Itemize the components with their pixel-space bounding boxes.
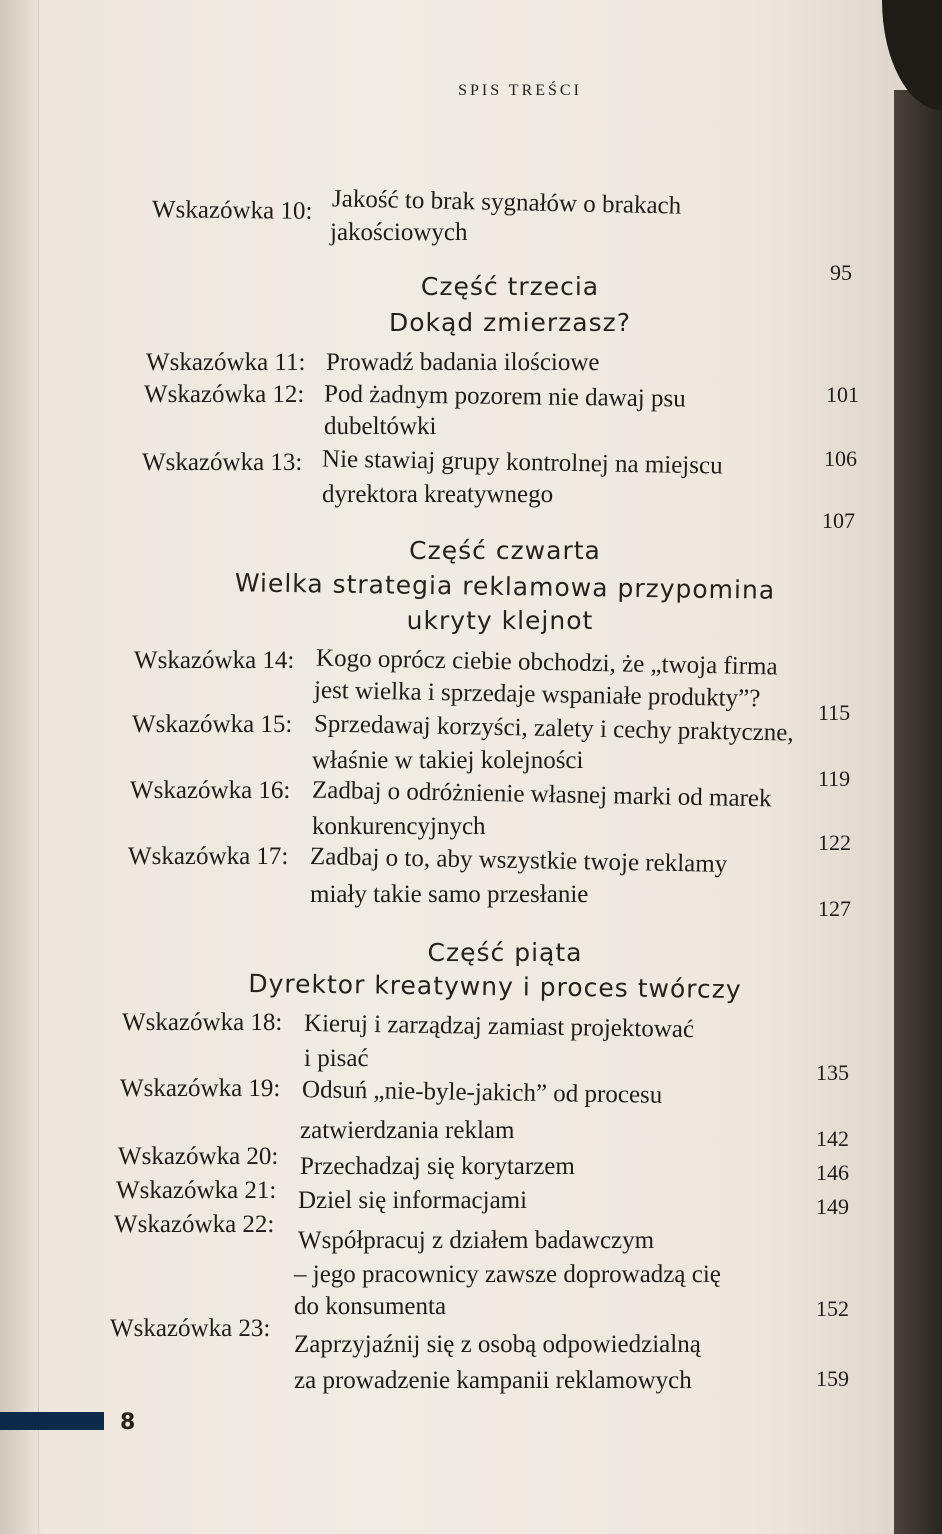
entry-title-line2: dubeltówki bbox=[324, 413, 437, 440]
entry-label: Wskazówka 14: bbox=[134, 647, 295, 674]
entry-page: 101 bbox=[826, 382, 859, 407]
entry-title-line2: jest wielka i sprzedaje wspaniałe produkty”? bbox=[313, 676, 761, 713]
part-title: Część trzecia bbox=[420, 272, 600, 301]
footer-bar bbox=[0, 1412, 104, 1430]
entry-label: Wskazówka 16: bbox=[130, 777, 291, 804]
entry-title-line1: Nie stawiaj grupy kontrolnej na miejscu bbox=[321, 445, 723, 480]
entry-title-line2: konkurencyjnych bbox=[312, 813, 486, 840]
entry-title-line1: Zadbaj o odróżnienie własnej marki od marek bbox=[311, 776, 772, 813]
part-subtitle-line2: ukryty klejnot bbox=[406, 606, 594, 635]
page-stack-edge bbox=[0, 0, 39, 1534]
entry-label: Wskazówka 19: bbox=[120, 1075, 281, 1102]
entry-label: Wskazówka 22: bbox=[114, 1211, 275, 1238]
page-number: 8 bbox=[120, 1410, 136, 1435]
entry-label: Wskazówka 10: bbox=[151, 196, 313, 225]
part-subtitle: Dyrektor kreatywny i proces twórczy bbox=[248, 968, 742, 1005]
entry-page: 152 bbox=[816, 1296, 849, 1321]
entry-page: 159 bbox=[816, 1366, 849, 1391]
part-title: Część czwarta bbox=[409, 536, 601, 565]
entry-label: Wskazówka 18: bbox=[122, 1009, 283, 1036]
entry-title-line1: Sprzedawaj korzyści, zalety i cechy praktyczne, bbox=[313, 710, 794, 747]
entry-page: 107 bbox=[822, 508, 855, 533]
entry-title-line1: Odsuń „nie-byle-jakich” od procesu bbox=[301, 1076, 663, 1109]
part-title: Część piąta bbox=[427, 938, 583, 967]
entry-page: 149 bbox=[816, 1194, 849, 1219]
entry-page: 135 bbox=[816, 1060, 849, 1085]
entry-title-line1: Kogo oprócz ciebie obchodzi, że „twoja firma bbox=[315, 644, 778, 681]
entry-page: 122 bbox=[818, 830, 851, 855]
entry-page: 146 bbox=[816, 1160, 849, 1185]
entry-title-line2: i pisać bbox=[304, 1045, 369, 1072]
entry-title-line1: Jakość to brak sygnałów o brakach bbox=[331, 185, 682, 220]
entry-title-line1: Prowadź badania ilościowe bbox=[326, 349, 600, 376]
part-subtitle: Wielka strategia reklamowa przypomina bbox=[234, 568, 776, 605]
entry-label: Wskazówka 21: bbox=[116, 1177, 277, 1204]
entry-title-line3: do konsumenta bbox=[294, 1293, 447, 1320]
entry-title-line1: Kieruj i zarządzaj zamiast projektować bbox=[303, 1009, 695, 1044]
entry-label: Wskazówka 13: bbox=[142, 449, 303, 476]
entry-label: Wskazówka 15: bbox=[132, 711, 293, 738]
entry-title-line2: – jego pracownicy zawsze doprowadzą cię bbox=[294, 1261, 721, 1288]
entry-title-line2: miały takie samo przesłanie bbox=[310, 881, 589, 908]
entry-title-line1: Zadbaj o to, aby wszystkie twoje reklamy bbox=[309, 842, 728, 879]
entry-title-line2: właśnie w takiej kolejności bbox=[312, 747, 584, 774]
entry-title-line1: Zaprzyjaźnij się z osobą odpowiedzialną bbox=[294, 1331, 701, 1358]
entry-title-line1: Przechadzaj się korytarzem bbox=[300, 1153, 575, 1180]
entry-page: 142 bbox=[816, 1126, 849, 1151]
entry-title-line2: jakościowych bbox=[330, 219, 468, 246]
entry-label: Wskazówka 20: bbox=[118, 1143, 279, 1170]
running-header: SPIS TREŚCI bbox=[458, 82, 582, 99]
entry-page: 119 bbox=[818, 766, 851, 791]
entry-label: Wskazówka 11: bbox=[146, 349, 306, 376]
part-subtitle: Dokąd zmierzasz? bbox=[388, 308, 632, 337]
entry-title-line2: zatwierdzania reklam bbox=[300, 1117, 515, 1144]
entry-title-line1: Współpracuj z działem badawczym bbox=[298, 1227, 655, 1254]
entry-page: 95 bbox=[830, 260, 852, 285]
book-cover-edge bbox=[894, 90, 942, 1534]
entry-page: 127 bbox=[818, 896, 851, 921]
entry-page: 106 bbox=[824, 446, 857, 471]
entry-title-line2: za prowadzenie kampanii reklamowych bbox=[294, 1367, 692, 1394]
entry-title-line1: Dziel się informacjami bbox=[298, 1187, 528, 1214]
entry-label: Wskazówka 12: bbox=[144, 381, 305, 408]
entry-label: Wskazówka 17: bbox=[128, 843, 289, 870]
entry-title-line2: dyrektora kreatywnego bbox=[322, 481, 554, 508]
entry-title-line1: Pod żadnym pozorem nie dawaj psu bbox=[323, 380, 686, 413]
entry-label: Wskazówka 23: bbox=[110, 1315, 271, 1342]
entry-page: 115 bbox=[818, 700, 851, 725]
